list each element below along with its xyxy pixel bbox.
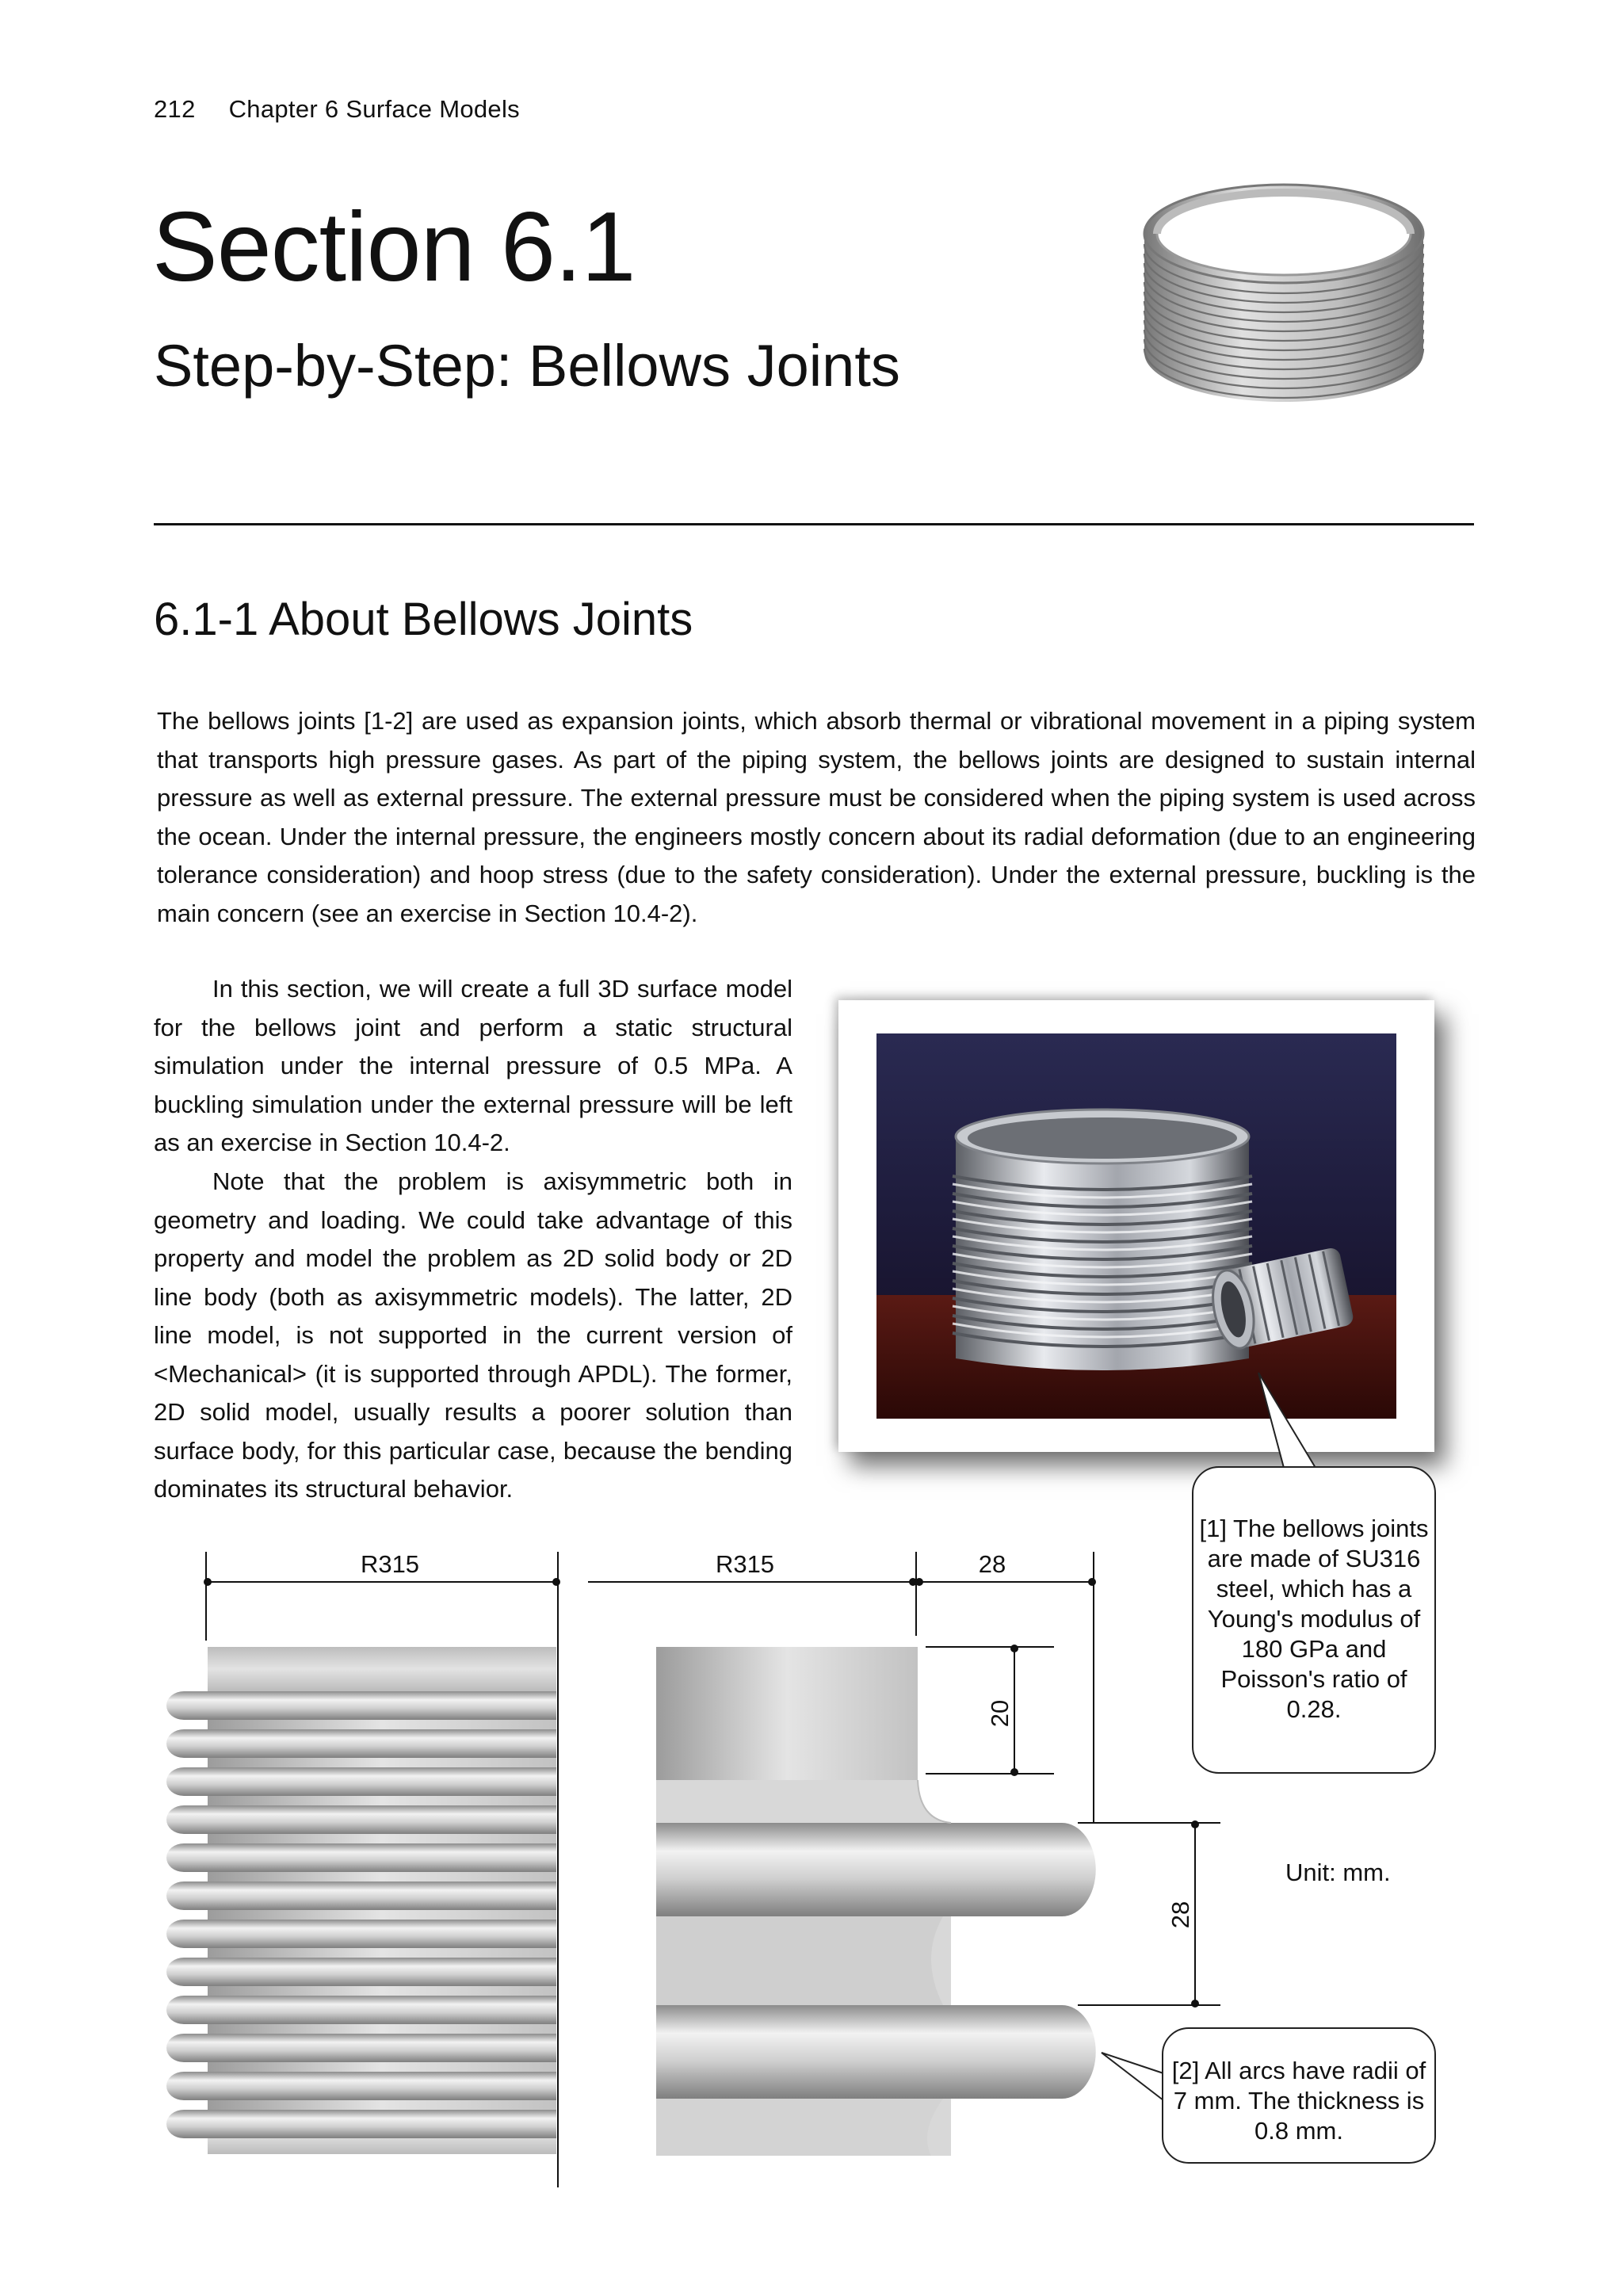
section-subtitle: Step-by-Step: Bellows Joints [154,333,900,399]
page-number: 212 [154,95,196,123]
paragraph-3: Note that the problem is axisymmetric both in geometry and loading. We could take advantage of this property and model the problem as 2D solid body or 2D line body (both as axisymmetric models). The latter, 2D line model, is not supported in the current version of <Mechanical> (it is supported through APDL). The former, 2D solid model, usually results a poorer solution than surface body, for this particular case, because the bending dominates its structural behavior. [154,1167,792,1503]
bellows-convolution [166,1729,556,1758]
right-detail-view [656,1647,1096,2156]
section-title: Section 6.1 [152,193,636,302]
bellows-convolution [166,2072,556,2100]
bellows-convolution [166,1881,556,1910]
bellows-convolution [166,1805,556,1834]
bellows-convolution [166,1920,556,1948]
bellows-convolution [166,2034,556,2062]
intro-paragraph: The bellows joints [1-2] are used as expansion joints, which absorb thermal or vibrational movement in a piping system that transports high pressure gases. As part of the piping system, the bellows joints are designed to sustain internal pressure as well as external pressure. The external pressure must be considered when the piping system is used across the ocean. Under the internal pressure, the engineers mostly concern about its radial deformation (due to an engineering tolerance consideration) and hoop stress (due to the safety consideration). Under the external pressure, buckling is the main concern (see an exercise in Section 10.4-2). [157,707,1476,927]
dim-vertical-28: 28 [1167,1901,1194,1929]
unit-label: Unit: mm. [1285,1859,1391,1886]
bellows-convolution [166,1691,556,1720]
dim-right-radius: R315 [715,1550,775,1578]
bellows-convolution [166,1843,556,1872]
subsection-heading: 6.1-1 About Bellows Joints [154,594,693,645]
callout-material: [1] The bellows joints are made of SU316 steel, which has a Young's modulus of 180 GPa and Poisson's ratio of 0.28. [1192,1466,1436,1774]
bellows-convolution [166,1767,556,1796]
chapter-title: Chapter 6 Surface Models [228,95,520,123]
paragraph-2: In this section, we will create a full 3D surface model for the bellows joint and perform a static structural simulation under the internal pressure of 0.5 MPa. A buckling simulation under the external pressure will be left as an exercise in Section 10.4-2. [154,975,792,1156]
dim-left-radius: R315 [360,1550,420,1578]
left-bellows-view [166,1647,556,2154]
bellows-convolution [166,1958,556,1986]
bellows-convolution [166,1996,556,2024]
dim-top-width: 28 [978,1550,1006,1578]
dim-vertical-20: 20 [986,1699,1014,1728]
callout-arcs: [2] All arcs have radii of 7 mm. The thickness is 0.8 mm. [1162,2027,1436,2164]
bellows-convolution [166,2110,556,2138]
